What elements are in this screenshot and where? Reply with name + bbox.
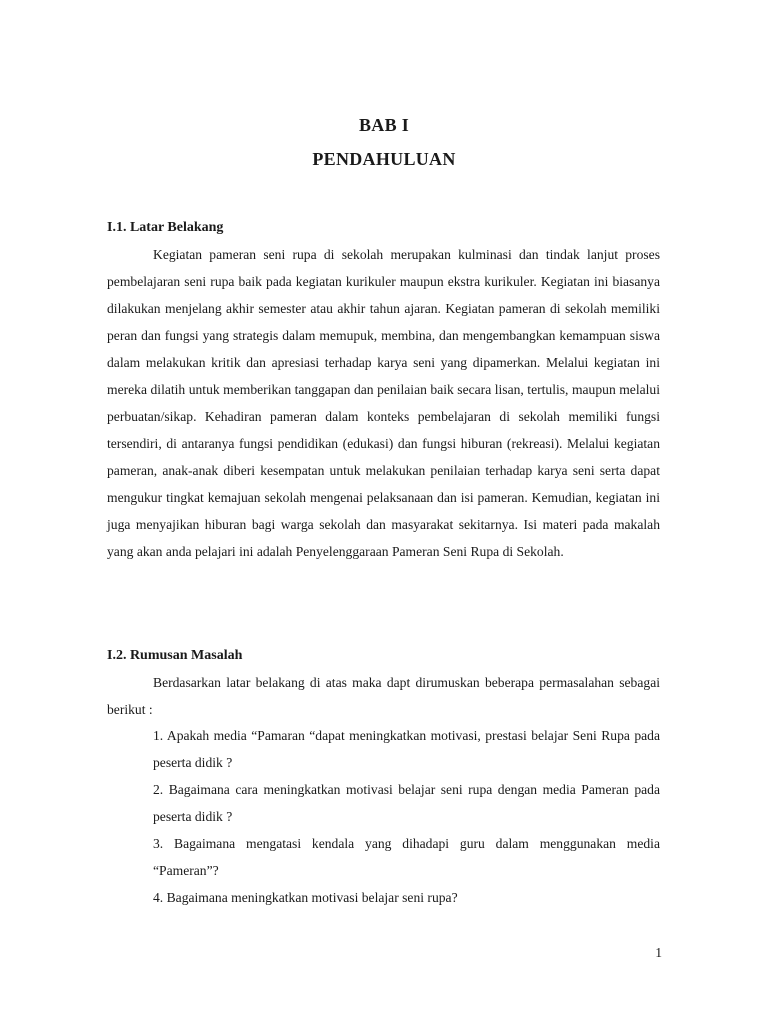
- paragraph-rumusan-masalah: Berdasarkan latar belakang di atas maka dapt dirumuskan beberapa permasalahan sebagai berikut :: [107, 675, 660, 717]
- list-item: 3. Bagaimana mengatasi kendala yang dihadapi guru dalam menggunakan media “Pameran”?: [153, 836, 660, 878]
- list-item: 1. Apakah media “Pamaran “dapat meningkatkan motivasi, prestasi belajar Seni Rupa pada peserta didik ?: [153, 728, 660, 770]
- problem-list: [153, 722, 660, 911]
- chapter-title: PENDAHULUAN: [312, 149, 456, 169]
- page-number: 1: [655, 945, 662, 960]
- chapter-number: BAB I: [358, 115, 409, 135]
- list-item: 2. Bagaimana cara meningkatkan motivasi belajar seni rupa dengan media Pameran pada peserta didik ?: [153, 782, 660, 824]
- paragraph-latar-belakang: Kegiatan pameran seni rupa di sekolah merupakan kulminasi dan tindak lanjut proses pembelajaran seni rupa baik pada kegiatan kurikuler maupun ekstra kurikuler. Kegiatan ini biasanya dilakukan menjelang akhir semester atau akhir tahun ajaran. Kegiatan pameran di sekolah memiliki peran dan fungsi yang strategis dalam memupuk, membina, dan mengembangkan kemampuan siswa dalam melakukan kritik dan apresiasi terhadap karya seni yang dipamerkan. Melalui kegiatan ini mereka dilatih untuk memberikan tanggapan dan penilaian baik secara lisan, tertulis, maupun melalui perbuatan/sikap. Kehadiran pameran dalam konteks pembelajaran di sekolah memiliki fungsi tersendiri, di antaranya fungsi pendidikan (edukasi) dan fungsi hiburan (rekreasi). Melalui kegiatan pameran, anak-anak diberi kesempatan untuk melakukan penilaian terhadap karya seni serta dapat mengukur tingkat kemajuan sekolah mengenai pelaksanaan dan isi pameran. Kemudian, kegiatan ini juga menyajikan hiburan bagi warga sekolah dan masyarakat sekitarnya. Isi materi pada makalah yang akan anda pelajari ini adalah Penyelenggaraan Pameran Seni Rupa di Sekolah.: [107, 247, 660, 559]
- section-heading-rumusan-masalah: I.2. Rumusan Masalah: [107, 648, 243, 663]
- list-item: 4. Bagaimana meningkatkan motivasi belajar seni rupa?: [153, 890, 458, 905]
- section-heading-latar-belakang: I.1. Latar Belakang: [107, 220, 224, 235]
